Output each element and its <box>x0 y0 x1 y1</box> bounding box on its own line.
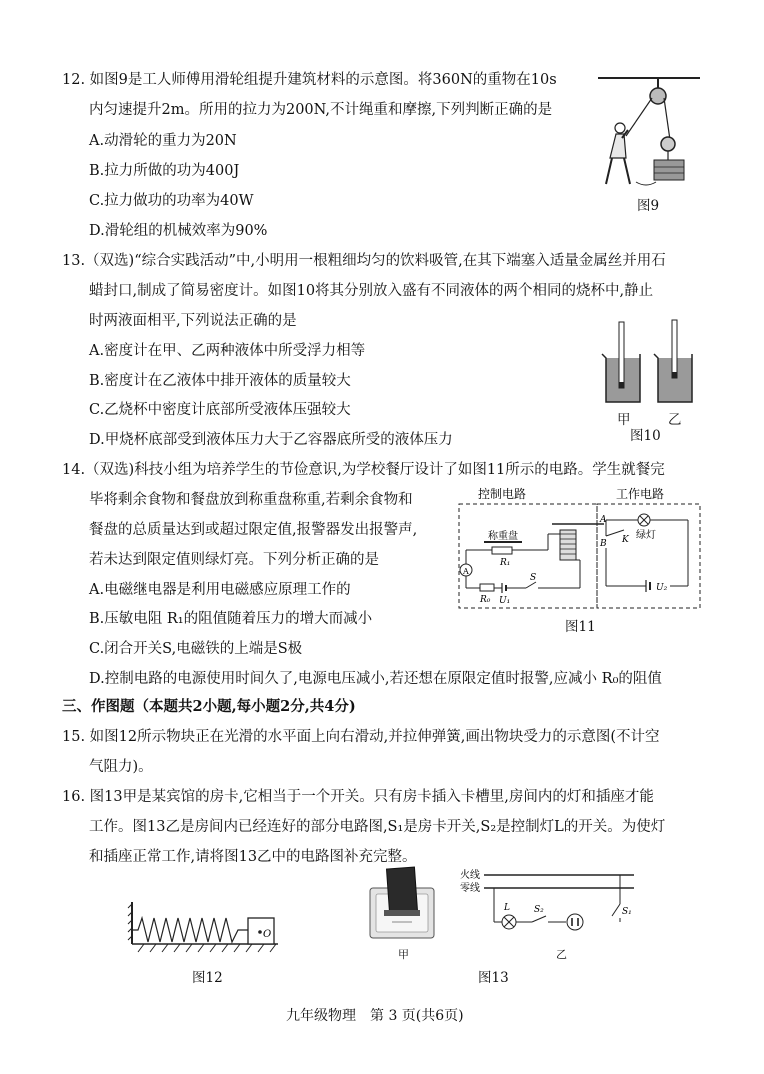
q15-line-2: 气阻力)。 <box>89 759 153 775</box>
figure-13-sub-right: 乙 <box>556 948 567 961</box>
q13-line-2: 蜡封口,制成了简易密度计。如图10将其分别放入盛有不同液体的两个相同的烧杯中,静止 <box>89 283 654 299</box>
beaker-right <box>654 320 692 402</box>
figure-13-sub-left: 甲 <box>398 948 409 961</box>
q12-line-1: 12. 如图9是工人师傅用滑轮组提升建筑材料的示意图。将360N的重物在10s <box>62 72 557 88</box>
figure-9-caption: 图9 <box>637 198 660 214</box>
q14-option-a: A.电磁继电器是利用电磁感应原理工作的 <box>89 582 351 598</box>
contact-k-label: K <box>622 535 629 545</box>
switch-s2-label: S₂ <box>534 905 544 915</box>
q15-line-1: 15. 如图12所示物块正在光滑的水平面上向右滑动,并拉伸弹簧,画出物块受力的示意图(不计空 <box>62 729 660 745</box>
beaker-left-label: 甲 <box>617 412 631 428</box>
room-card-switch-figure <box>364 866 442 940</box>
neutral-wire-label: 零线 <box>460 883 480 894</box>
q14-option-b: B.压敏电阻 R₁的阻值随着压力的增大而减小 <box>89 611 373 627</box>
contact-a-label: A <box>600 515 607 525</box>
q13-option-b: B.密度计在乙液体中排开液体的质量较大 <box>89 373 351 389</box>
q13-option-a: A.密度计在甲、乙两种液体中所受浮力相等 <box>89 343 366 359</box>
beaker-left <box>602 322 640 402</box>
q16-line-1: 16. 图13甲是某宾馆的房卡,它相当于一个开关。只有房卡插入卡槽里,房间内的灯和插座才能 <box>62 789 654 805</box>
contact-b-label: B <box>600 539 607 549</box>
q14-option-d: D.控制电路的电源使用时间久了,电源电压减小,若还想在原限定值时报警,应减小 R₀的阻值 <box>89 671 662 687</box>
beaker-right-label: 乙 <box>668 412 682 428</box>
u1-label: U₁ <box>499 596 511 606</box>
control-circuit-label: 控制电路 <box>478 487 527 501</box>
q12-option-b: B.拉力所做的功为400J <box>89 163 240 179</box>
q13-option-d: D.甲烧杯底部受到液体压力大于乙容器底所受的液体压力 <box>89 432 453 448</box>
q14-line-4: 若未达到限定值则绿灯亮。下列分析正确的是 <box>89 552 379 568</box>
household-circuit-figure <box>458 866 638 942</box>
scale-plate-label: 称重盘 <box>488 531 518 542</box>
relay-circuit-figure <box>456 484 704 612</box>
q12-option-a: A.动滑轮的重力为20N <box>89 133 237 149</box>
figure-13-caption: 图13 <box>478 970 509 986</box>
q16-line-2: 工作。图13乙是房间内已经连好的部分电路图,S₁是房卡开关,S₂是控制灯L的开关。为使灯 <box>89 819 666 835</box>
u2-label: U₂ <box>656 583 668 593</box>
page-footer: 九年级物理 第 3 页(共6页) <box>286 1008 464 1024</box>
lamp-l-label: L <box>504 903 510 913</box>
q13-option-c: C.乙烧杯中密度计底部所受液体压强较大 <box>89 402 351 418</box>
q13-line-1: 13.（双选)“综合实践活动”中,小明用一根粗细均匀的饮料吸管,在其下端塞入适量金属丝并用石 <box>62 253 666 269</box>
spring-block-figure <box>126 898 286 954</box>
block-center-label: O <box>263 929 272 940</box>
q14-line-2: 毕将剩余食物和餐盘放到称重盘称重,若剩余食物和 <box>89 492 413 508</box>
r0-label: R₀ <box>480 595 491 605</box>
work-circuit-label: 工作电路 <box>616 487 665 501</box>
pulley-worker-figure <box>596 74 706 192</box>
ammeter-label: A <box>463 567 469 576</box>
figure-12-caption: 图12 <box>192 970 223 986</box>
r1-label: R₁ <box>500 558 511 568</box>
figure-11-caption: 图11 <box>565 619 596 635</box>
q14-line-3: 餐盘的总质量达到或超过限定值,报警器发出报警声, <box>89 522 418 538</box>
live-wire-label: 火线 <box>460 870 480 881</box>
figure-10-caption: 图10 <box>630 428 661 444</box>
green-lamp-label: 绿灯 <box>636 530 656 541</box>
q14-option-c: C.闭合开关S,电磁铁的上端是S极 <box>89 641 303 657</box>
q12-line-2: 内匀速提升2m。所用的拉力为200N,不计绳重和摩擦,下列判断正确的是 <box>89 102 553 118</box>
section-3-title: 三、作图题（本题共2小题,每小题2分,共4分) <box>62 698 356 715</box>
q14-line-1: 14.（双选)科技小组为培养学生的节俭意识,为学校餐厅设计了如图11所示的电路。学生就餐完 <box>62 462 665 478</box>
switch-s1-label: S₁ <box>622 907 632 917</box>
switch-s-label: S <box>530 573 537 583</box>
q13-line-3: 时两液面相平,下列说法正确的是 <box>89 313 297 329</box>
q12-option-d: D.滑轮组的机械效率为90% <box>89 223 268 239</box>
density-meter-beakers-figure <box>600 318 700 408</box>
q12-option-c: C.拉力做功的功率为40W <box>89 193 254 209</box>
q16-line-3: 和插座正常工作,请将图13乙中的电路图补充完整。 <box>89 849 417 865</box>
